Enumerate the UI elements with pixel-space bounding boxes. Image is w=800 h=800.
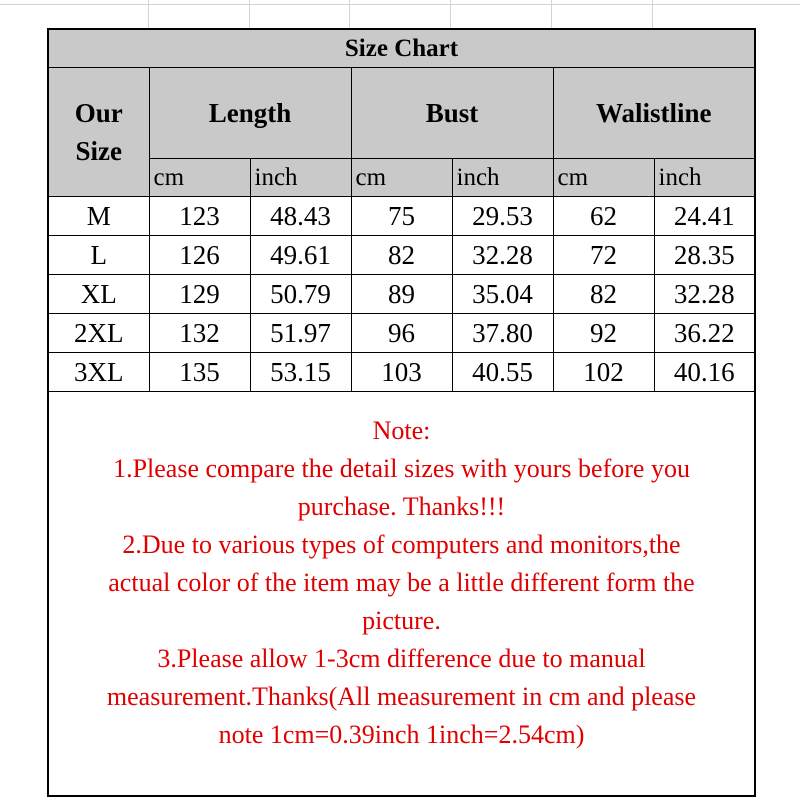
data-cell[interactable]: 37.80 [452, 314, 553, 353]
note-line: actual color of the item may be a little different form the [108, 568, 695, 597]
length-header[interactable]: Length [149, 68, 351, 159]
note-cell[interactable] [48, 392, 755, 797]
size-cell[interactable]: L [48, 236, 149, 275]
unit-cell[interactable]: cm [351, 159, 452, 197]
size-header-line-1: Our [74, 98, 123, 128]
data-cell[interactable]: 35.04 [452, 275, 553, 314]
data-cell[interactable]: 103 [351, 353, 452, 392]
table-row [48, 314, 755, 353]
data-cell[interactable]: 24.41 [654, 197, 755, 236]
unit-cell[interactable]: inch [452, 159, 553, 197]
note-line: note 1cm=0.39inch 1inch=2.54cm) [218, 720, 585, 749]
data-cell[interactable]: 72 [553, 236, 654, 275]
table-row [48, 275, 755, 314]
note-line: 1.Please compare the detail sizes with yours before you [113, 454, 690, 483]
table-row [48, 236, 755, 275]
chart-title[interactable]: Size Chart [48, 29, 755, 68]
note-line: measurement.Thanks(All measurement in cm and please [106, 682, 697, 711]
table-row [48, 353, 755, 392]
data-cell[interactable]: 29.53 [452, 197, 553, 236]
data-cell[interactable]: 40.16 [654, 353, 755, 392]
data-cell[interactable]: 92 [553, 314, 654, 353]
data-cell[interactable]: 123 [149, 197, 250, 236]
data-cell[interactable]: 75 [351, 197, 452, 236]
size-cell[interactable]: 3XL [48, 353, 149, 392]
data-cell[interactable]: 96 [351, 314, 452, 353]
size-chart-table [47, 28, 756, 797]
bust-header[interactable]: Bust [351, 68, 553, 159]
data-cell[interactable]: 40.55 [452, 353, 553, 392]
data-cell[interactable]: 36.22 [654, 314, 755, 353]
size-header-line-2: Size [75, 136, 122, 166]
table-row [48, 197, 755, 236]
data-cell[interactable]: 48.43 [250, 197, 351, 236]
data-cell[interactable]: 82 [553, 275, 654, 314]
unit-cell[interactable]: cm [553, 159, 654, 197]
data-cell[interactable]: 102 [553, 353, 654, 392]
data-cell[interactable]: 126 [149, 236, 250, 275]
data-cell[interactable]: 132 [149, 314, 250, 353]
data-cell[interactable]: 82 [351, 236, 452, 275]
note-heading: Note: [372, 416, 431, 445]
data-cell[interactable]: 135 [149, 353, 250, 392]
data-cell[interactable]: 51.97 [250, 314, 351, 353]
data-cell[interactable]: 50.79 [250, 275, 351, 314]
data-cell[interactable]: 28.35 [654, 236, 755, 275]
data-cell[interactable]: 49.61 [250, 236, 351, 275]
data-cell[interactable]: 129 [149, 275, 250, 314]
unit-cell[interactable]: inch [250, 159, 351, 197]
note-line: picture. [362, 606, 441, 635]
data-cell[interactable]: 32.28 [452, 236, 553, 275]
note-line: 3.Please allow 1-3cm difference due to manual [157, 644, 646, 673]
data-cell[interactable]: 53.15 [250, 353, 351, 392]
data-cell[interactable]: 32.28 [654, 275, 755, 314]
note-line: 2.Due to various types of computers and monitors,the [122, 530, 681, 559]
size-cell[interactable]: M [48, 197, 149, 236]
size-cell[interactable]: XL [48, 275, 149, 314]
data-cell[interactable]: 89 [351, 275, 452, 314]
unit-cell[interactable]: cm [149, 159, 250, 197]
note-line: purchase. Thanks!!! [297, 492, 506, 521]
size-cell[interactable]: 2XL [48, 314, 149, 353]
waistline-header[interactable]: Walistline [553, 68, 755, 159]
size-column-header[interactable] [48, 68, 149, 197]
data-cell[interactable]: 62 [553, 197, 654, 236]
unit-cell[interactable]: inch [654, 159, 755, 197]
